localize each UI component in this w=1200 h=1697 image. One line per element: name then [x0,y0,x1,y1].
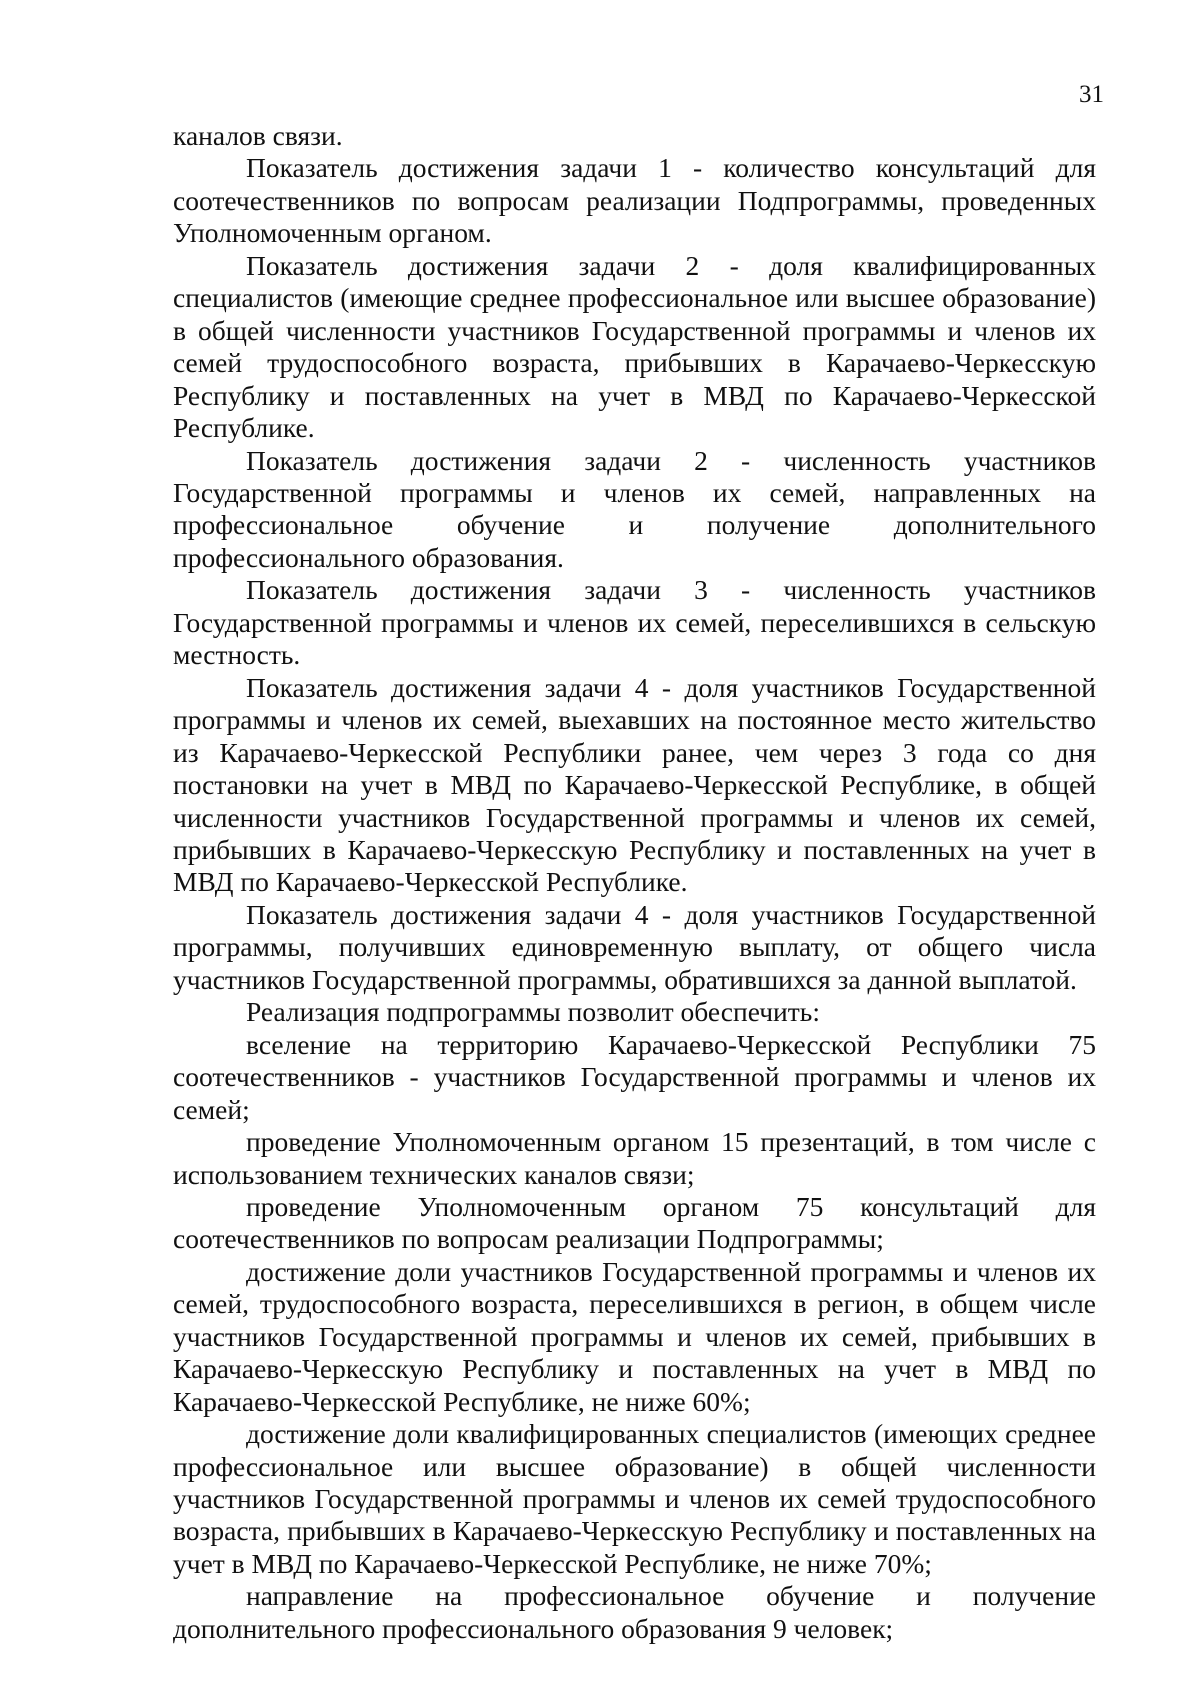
paragraph-result-settlement: вселение на территорию Карачаево-Черкесской Республики 75 соотечественников - участников Государственной программы и членов их семей; [173,1028,1096,1125]
paragraph-result-consultations: проведение Уполномоченным органом 75 консультаций для соотечественников по вопросам реализации Подпрограммы; [173,1190,1096,1255]
paragraph-results-intro: Реализация подпрограммы позволит обеспечить: [246,996,820,1028]
paragraph-result-presentations: проведение Уполномоченным органом 15 презентаций, в том числе с использованием технических каналов связи; [173,1126,1096,1190]
document-body [173,120,1096,1645]
paragraph-indicator-task-3: Показатель достижения задачи 3 - численность участников Государственной программы и членов их семей, переселившихся в сельскую местность. [173,574,1096,671]
paragraph-result-working-age-share: достижение доли участников Государственной программы и членов их семей, трудоспособного возраста, переселившихся в регион, в общем числе участников Государственной программы и членов их семей, прибывших в Карачаево-Черкесскую Республику и поставленных на учет в МВД по Карачаево-Черкесской Республике, не ниже 60%; [173,1255,1096,1417]
paragraph-result-qualified-share: достижение доли квалифицированных специалистов (имеющих среднее профессиональное или высшее образование) в общей численности участников Государственной программы и членов их семей трудоспособного возраста, прибывших в Карачаево-Черкесскую Республику и поставленных на учет в МВД по Карачаево-Черкесской Республике, не ниже 70%; [173,1418,1096,1579]
paragraph-indicator-task-1: Показатель достижения задачи 1 - количество консультаций для соотечественников по вопросам реализации Подпрограммы, проведенных Уполномоченным органом. [173,152,1096,249]
paragraph-indicator-task-4-departed: Показатель достижения задачи 4 - доля участников Государственной программы и членов их семей, выехавших на постоянное место жительство из Карачаево-Черкесской Республики ранее, чем через 3 года со дня постановки на учет в МВД по Карачаево-Черкесской Республике, в общей численности участников Государственной программы и членов их семей, прибывших в Карачаево-Черкесскую Республику и поставленных на учет в МВД по Карачаево-Черкесской Республике. [173,671,1096,898]
page-number: 31 [1079,81,1104,108]
paragraph-indicator-task-2-qualified: Показатель достижения задачи 2 - доля квалифицированных специалистов (имеющие среднее профессиональное или высшее образование) в общей численности участников Государственной программы и членов их семей трудоспособного возраста, прибывших в Карачаево-Черкесскую Республику и поставленных на учет в МВД по Карачаево-Черкесской Республике. [173,249,1096,444]
paragraph-result-training: направление на профессиональное обучение и получение дополнительного профессионального образования 9 человек; [173,1580,1096,1644]
paragraph-indicator-task-4-payment: Показатель достижения задачи 4 - доля участников Государственной программы, получивших единовременную выплату, от общего числа участников Государственной программы, обратившихся за данной выплатой. [173,898,1096,995]
paragraph-indicator-task-2-training: Показатель достижения задачи 2 - численность участников Государственной программы и членов их семей, направленных на профессиональное обучение и получение дополнительного профессионального образования. [173,444,1096,573]
paragraph-continuation: каналов связи. [173,120,343,151]
